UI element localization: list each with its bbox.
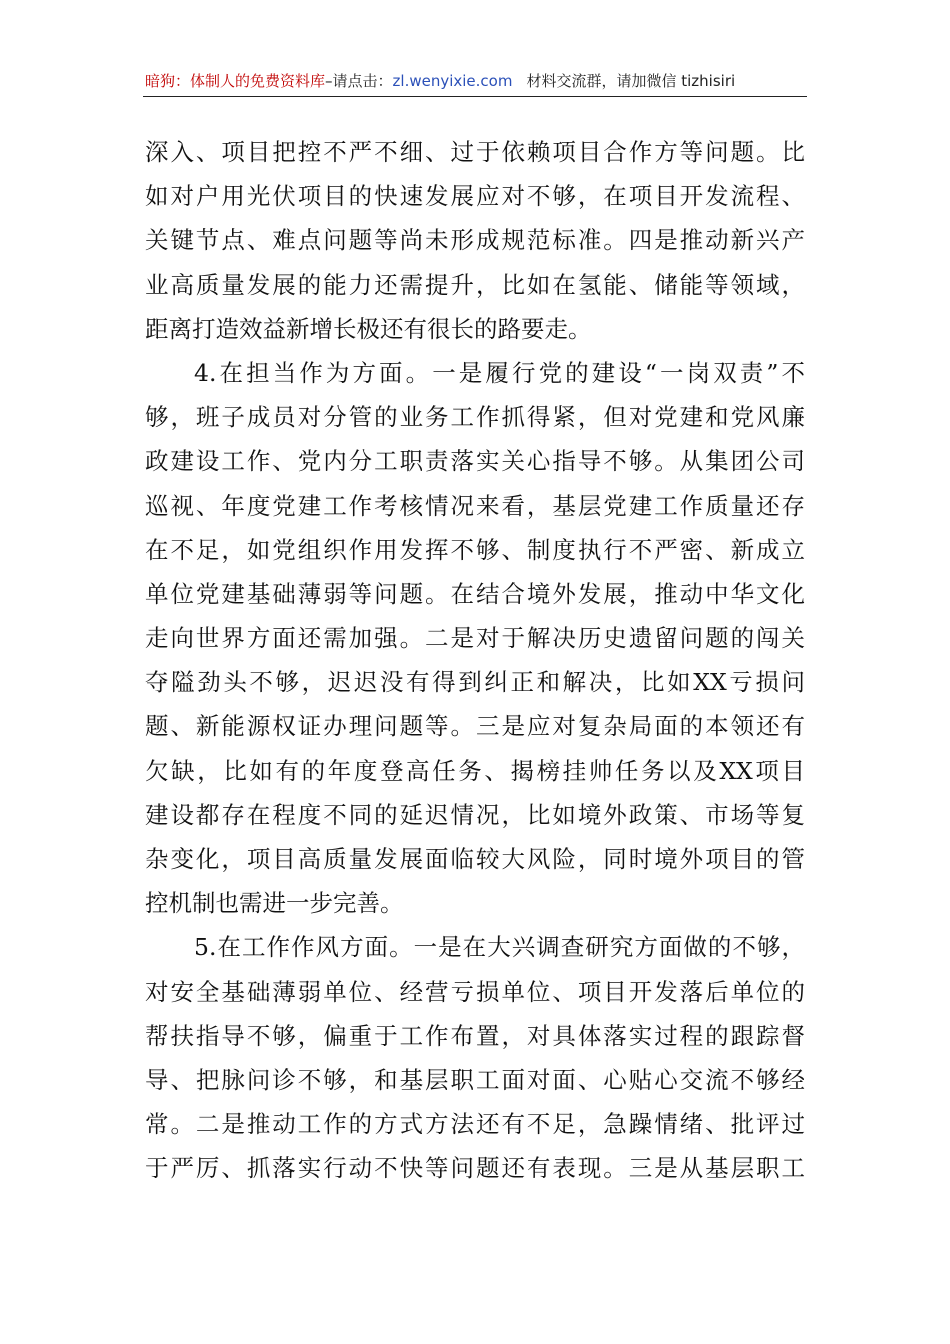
- header-divider: [143, 96, 807, 97]
- text-line: 导、把脉问诊不够，和基层职工面对面、心贴心交流不够经: [145, 1065, 805, 1094]
- text-line: 常。二是推动工作的方式方法还有不足，急躁情绪、批评过: [145, 1110, 805, 1139]
- text-line: 政建设工作、党内分工职责落实关心指导不够。从集团公司: [145, 447, 805, 476]
- text-line: 5.在工作作风方面。一是在大兴调查研究方面做的不够，: [194, 933, 805, 962]
- text-line: 4.在担当作为方面。一是履行党的建设“一岗双责”不: [194, 358, 805, 387]
- text-line: 走向世界方面还需加强。二是对于解决历史遗留问题的闯关: [145, 624, 805, 653]
- header-group-note: 材料交流群，请加微信 tizhisiri: [526, 72, 736, 90]
- header-click-prompt: –请点击：: [325, 72, 393, 90]
- text-line: 夺隘劲头不够，迟迟没有得到纠正和解决，比如XX亏损问: [145, 668, 805, 697]
- text-line: 控机制也需进一步完善。: [145, 889, 404, 918]
- text-line: 深入、项目把控不严不细、过于依赖项目合作方等问题。比: [145, 138, 805, 166]
- header-site-name: 暗狗：体制人的免费资料库: [145, 72, 326, 90]
- text-line: 巡视、年度党建工作考核情况来看，基层党建工作质量还存: [145, 491, 805, 520]
- text-line: 业高质量发展的能力还需提升，比如在氢能、储能等领域，: [145, 270, 805, 299]
- page-header: [145, 68, 805, 94]
- text-line: 够，班子成员对分管的业务工作抓得紧，但对党建和党风廉: [145, 403, 805, 432]
- text-line: 建设都存在程度不同的延迟情况，比如境外政策、市场等复: [145, 800, 805, 829]
- text-line: 欠缺，比如有的年度登高任务、揭榜挂帅任务以及XX项目: [145, 756, 805, 785]
- text-line: 在不足，如党组织作用发挥不够、制度执行不严密、新成立: [145, 535, 805, 564]
- text-line: 题、新能源权证办理问题等。三是应对复杂局面的本领还有: [145, 712, 805, 741]
- document-body: [145, 130, 805, 1191]
- text-line: 单位党建基础薄弱等问题。在结合境外发展，推动中华文化: [145, 579, 805, 608]
- text-line: 如对户用光伏项目的快速发展应对不够，在项目开发流程、: [145, 182, 805, 211]
- text-line: 对安全基础薄弱单位、经营亏损单位、项目开发落后单位的: [145, 977, 805, 1006]
- text-line: 杂变化，项目高质量发展面临较大风险，同时境外项目的管: [145, 845, 805, 873]
- text-line: 帮扶指导不够，偏重于工作布置，对具体落实过程的跟踪督: [145, 1021, 805, 1050]
- text-line: 于严厉、抓落实行动不快等问题还有表现。三是从基层职工: [145, 1154, 805, 1183]
- text-line: 关键节点、难点问题等尚未形成规范标准。四是推动新兴产: [145, 226, 805, 255]
- header-url-link[interactable]: zl.wenyixie.com: [392, 72, 513, 90]
- text-line: 距离打造效益新增长极还有很长的路要走。: [145, 314, 592, 343]
